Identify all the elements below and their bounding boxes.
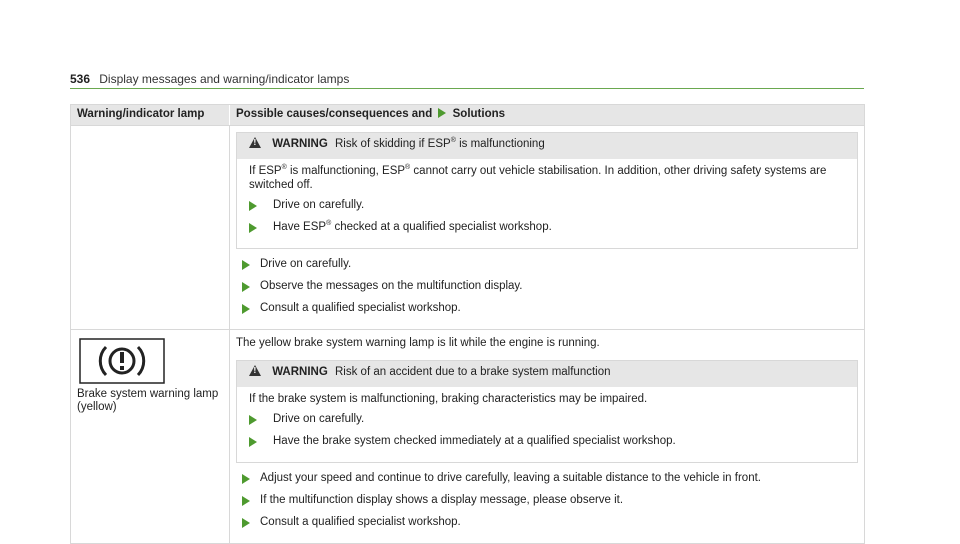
- solutions-cell: [229, 330, 864, 543]
- warning-header: [237, 361, 857, 387]
- warning-text: If ESP® is malfunctioning, ESP® cannot carry out vehicle stabilisation. In addition, other driving safety systems are switched off.: [249, 164, 827, 191]
- warning-text: If the brake system is malfunctioning, braking characteristics may be impaired.: [249, 393, 648, 405]
- warning-step: Drive on carefully.: [249, 198, 845, 214]
- column-header-causes-label: Possible causes/consequences and: [236, 108, 433, 120]
- warning-label: WARNING: [272, 366, 328, 378]
- lamp-cell-empty: [71, 126, 229, 329]
- lamp-label: Brake system warning lamp (yellow): [77, 388, 219, 413]
- page-number: 536: [70, 72, 91, 86]
- solution-step: Observe the messages on the multifunction display.: [236, 279, 858, 295]
- solution-step: Drive on carefully.: [236, 257, 858, 273]
- arrow-right-icon: [438, 108, 446, 118]
- warning-body: [237, 159, 857, 248]
- solution-step: If the multifunction display shows a display message, please observe it.: [236, 493, 858, 509]
- column-header-solutions-label: Solutions: [452, 108, 506, 120]
- arrow-right-icon: [249, 415, 257, 425]
- warning-step: Drive on carefully.: [249, 412, 845, 428]
- brake-warning-lamp-icon: [79, 338, 165, 384]
- warning-triangle-icon: [249, 365, 261, 376]
- warning-body: [237, 387, 857, 462]
- arrow-right-icon: [242, 260, 250, 270]
- arrow-right-icon: [249, 223, 257, 233]
- warning-box: [236, 360, 858, 463]
- warning-step: Have the brake system checked immediately at a qualified specialist workshop.: [249, 434, 845, 450]
- solution-step: Adjust your speed and continue to drive carefully, leaving a suitable distance to the vehicle in front.: [236, 471, 858, 487]
- lamp-cell: [71, 330, 229, 543]
- warning-lamp-table: [70, 104, 865, 544]
- column-header-causes: [229, 105, 864, 125]
- table-header: [71, 105, 864, 125]
- warning-step: Have ESP® checked at a qualified specialist workshop.: [249, 220, 845, 236]
- warning-header: [237, 133, 857, 159]
- solution-step: Consult a qualified specialist workshop.: [236, 515, 858, 531]
- arrow-right-icon: [242, 304, 250, 314]
- warning-triangle-icon: [249, 137, 261, 148]
- arrow-right-icon: [242, 282, 250, 292]
- warning-box: [236, 132, 858, 249]
- warning-title: Risk of an accident due to a brake system malfunction: [335, 366, 611, 378]
- table-row: [71, 329, 864, 543]
- lamp-description: The yellow brake system warning lamp is lit while the engine is running.: [236, 337, 600, 349]
- arrow-right-icon: [249, 437, 257, 447]
- arrow-right-icon: [242, 474, 250, 484]
- warning-label: WARNING: [272, 138, 328, 150]
- solutions-cell: [229, 126, 864, 329]
- page-title: Display messages and warning/indicator lamps: [99, 72, 350, 86]
- table-row: [71, 125, 864, 329]
- warning-title: Risk of skidding if ESP® is malfunctioning: [335, 137, 545, 150]
- page-header: [70, 72, 864, 89]
- arrow-right-icon: [242, 496, 250, 506]
- arrow-right-icon: [242, 518, 250, 528]
- column-header-lamp: Warning/indicator lamp: [77, 108, 205, 120]
- solution-step: Consult a qualified specialist workshop.: [236, 301, 858, 317]
- arrow-right-icon: [249, 201, 257, 211]
